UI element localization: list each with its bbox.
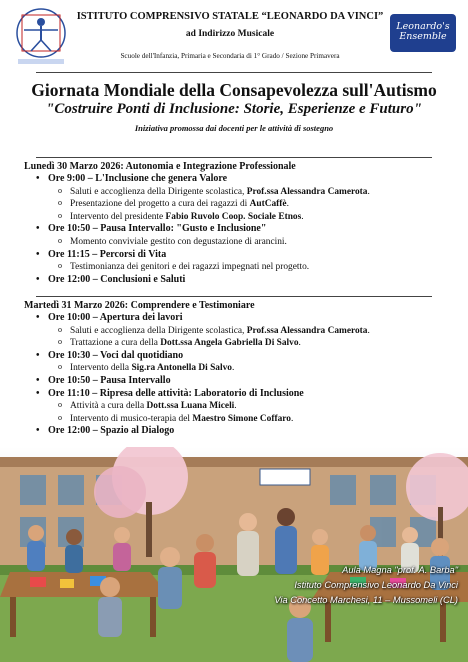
- illustration-students-courtyard: [0, 447, 468, 662]
- venue-info: [230, 563, 458, 608]
- schedule-item-label: Ore 10:00 – Apertura dei lavori: [48, 312, 183, 323]
- schedule-item: [48, 312, 454, 350]
- venue-address: Via Concetto Marchesi, 11 – Mussomeli (CL): [274, 595, 458, 605]
- detail-text: Momento conviviale gestito con degustazione di arancini.: [70, 236, 287, 247]
- detail-person: Sig.ra Antonella Di Salvo: [131, 363, 232, 374]
- schedule-detail: [70, 211, 454, 224]
- detail-text: Intervento di musico-terapia del: [70, 413, 193, 424]
- day-section-2: [24, 300, 454, 438]
- schedule-item: [48, 223, 454, 248]
- detail-person: Prof.ssa Alessandra Camerota: [246, 186, 368, 197]
- event-promoted-by: Iniziativa promossa dai docenti per le attività di sostegno: [134, 123, 334, 133]
- detail-text: Saluti e accoglienza della Dirigente scolastica,: [70, 325, 247, 336]
- schedule-item: [48, 388, 454, 426]
- detail-text: Presentazione del progetto a cura dei ragazzi di: [70, 199, 250, 210]
- detail-text: .: [367, 325, 370, 336]
- schedule-item: [48, 350, 454, 375]
- detail-person: Dott.ssa Angela Gabriella Di Salvo: [160, 338, 299, 349]
- detail-person: Dott.ssa Luana Miceli: [146, 401, 235, 412]
- school-logo: [12, 6, 70, 66]
- detail-text: Trattazione a cura della: [70, 338, 161, 349]
- event-title: Giornata Mondiale della Consapevolezza sull'Autismo: [31, 80, 437, 100]
- schedule-detail: [70, 261, 454, 274]
- detail-person: AutCaffè: [249, 199, 287, 210]
- schedule-item: [48, 173, 454, 223]
- schedule-item-label: Ore 12:00 – Spazio al Dialogo: [48, 425, 175, 437]
- schedule-detail: [70, 186, 454, 199]
- detail-person: Prof.ssa Alessandra Camerota: [246, 325, 368, 336]
- schedule-detail: [70, 413, 454, 426]
- day-title: Lunedì 30 Marzo 2026: Autonomia e Integrazione Professionale: [24, 161, 296, 172]
- detail-text: .: [367, 186, 370, 197]
- detail-person: Fabio Ruvolo Coop. Sociale Etnos: [165, 211, 302, 222]
- schedule-detail-list: [48, 186, 454, 224]
- schedule-item: [48, 274, 454, 287]
- schedule-item-label: Ore 12:00 – Conclusioni e Saluti: [48, 273, 186, 285]
- header: [0, 0, 468, 70]
- building-sign: [260, 469, 310, 485]
- schedule-item: [48, 249, 454, 274]
- detail-text: Intervento del presidente: [70, 211, 166, 222]
- detail-text: .: [298, 338, 301, 349]
- schedule-detail-list: [48, 400, 454, 425]
- venue-institute: Istituto Comprensivo Leonardo Da Vinci: [294, 580, 458, 590]
- schedule-list: [24, 312, 454, 438]
- day2-divider: [36, 296, 432, 297]
- schedule-detail: [70, 325, 454, 338]
- schedule-detail-list: [48, 362, 454, 375]
- detail-text: .: [234, 401, 237, 412]
- schedule-detail: [70, 337, 454, 350]
- schedule-item-label: Ore 10:50 – Pausa Intervallo: "Gusto e Inclusione": [48, 223, 267, 235]
- day-section-1: [24, 161, 454, 286]
- schedule-detail: [70, 362, 454, 375]
- detail-text: Intervento della: [70, 363, 132, 374]
- day-title: Martedì 31 Marzo 2026: Comprendere e Testimoniare: [24, 300, 255, 311]
- schedule-list: [24, 173, 454, 286]
- detail-text: .: [231, 363, 235, 374]
- schedule-item-label: Ore 10:30 – Voci dal quotidiano: [48, 349, 184, 361]
- schedule-item: [48, 375, 454, 388]
- schedule-detail: [70, 236, 454, 249]
- schedule-detail-list: [48, 261, 454, 274]
- detail-text: .: [286, 199, 289, 210]
- schedule-detail-list: [48, 325, 454, 350]
- schedule-detail-list: [48, 236, 454, 249]
- schedule-detail: [70, 198, 454, 211]
- day1-divider: [36, 157, 432, 158]
- schedule-item-label: Ore 11:15 – Percorsi di Vita: [48, 248, 167, 260]
- detail-person: Maestro Simone Coffaro: [192, 413, 291, 424]
- school-subtitle: ad Indirizzo Musicale: [185, 29, 275, 39]
- schedule-item-label: Ore 11:10 – Ripresa delle attività: Laboratorio di Inclusione: [48, 387, 304, 399]
- detail-text: Attività a cura della: [70, 401, 147, 412]
- school-name: ISTITUTO COMPRENSIVO STATALE “LEONARDO DA VINCI”: [76, 11, 384, 22]
- school-info: [70, 10, 390, 63]
- ensemble-logo-text: Leonardo's Ensemble: [396, 21, 450, 42]
- detail-text: Testimonianza dei genitori e dei ragazzi impegnati nel progetto.: [70, 262, 310, 273]
- venue-hall: Aula Magna "prof. A. Barba": [342, 565, 458, 575]
- detail-text: .: [301, 211, 304, 222]
- schedule-item: [48, 425, 454, 438]
- header-divider: [36, 72, 432, 73]
- detail-text: Saluti e accoglienza della Dirigente scolastica,: [70, 186, 247, 197]
- schedule-item-label: Ore 10:50 – Pausa Intervallo: [48, 374, 171, 386]
- schedule-item-label: Ore 9:00 – L'Inclusione che genera Valore: [48, 173, 228, 184]
- event-subtitle: "Costruire Ponti di Inclusione: Storie, Esperienze e Futuro": [46, 101, 422, 117]
- detail-text: .: [290, 413, 294, 424]
- ensemble-logo: [390, 14, 456, 52]
- schedule-detail: [70, 400, 454, 413]
- school-levels: Scuole dell'Infanzia, Primaria e Secondaria di 1° Grado / Sezione Primavera: [120, 52, 340, 60]
